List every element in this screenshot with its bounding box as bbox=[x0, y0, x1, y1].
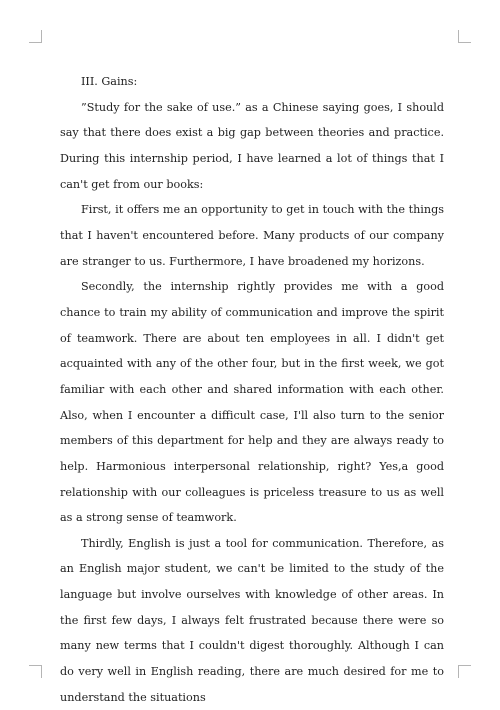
crop-mark-bottom-right bbox=[458, 665, 471, 678]
paragraph-first: First, it offers me an opportunity to get in touch with the things that I haven't encountered before. Many products of our company are stranger to us. Furthermore, I have broadened my horizons. bbox=[60, 203, 444, 268]
body-text bbox=[60, 69, 444, 710]
section-heading: III. Gains: bbox=[81, 75, 138, 88]
paragraph-intro: ”Study for the sake of use.” as a Chinese saying goes, I should say that there does exist a big gap between theories and practice. During this internship period, I have learned a lot of things that I can't get from our books: bbox=[60, 100, 444, 191]
crop-mark-top-right bbox=[458, 30, 471, 43]
crop-mark-top-left bbox=[29, 30, 42, 43]
paragraph-third: Thirdly, English is just a tool for communication. Therefore, as an English major student, we can't be limited to the study of the language but involve ourselves with knowledge of other areas. In the first few days, I always felt frustrated because there were so many new terms that I couldn't digest thoroughly. Although I can do very well in English reading, there are much desired for me to understand the situations bbox=[60, 536, 444, 704]
crop-mark-bottom-left bbox=[29, 665, 42, 678]
paragraph-second: Secondly, the internship rightly provides me with a good chance to train my ability of communication and improve the spirit of teamwork. There are about ten employees in all. I didn't get acquainted with any of the other four, but in the first week, we got familiar with each other and shared information with each other. Also, when I encounter a difficult case, I'll also turn to the senior members of this department for help and they are always ready to help. Harmonious interpersonal relationship, right? Yes,a good relationship with our colleagues is priceless treasure to us as well as a strong sense of teamwork. bbox=[60, 280, 444, 525]
